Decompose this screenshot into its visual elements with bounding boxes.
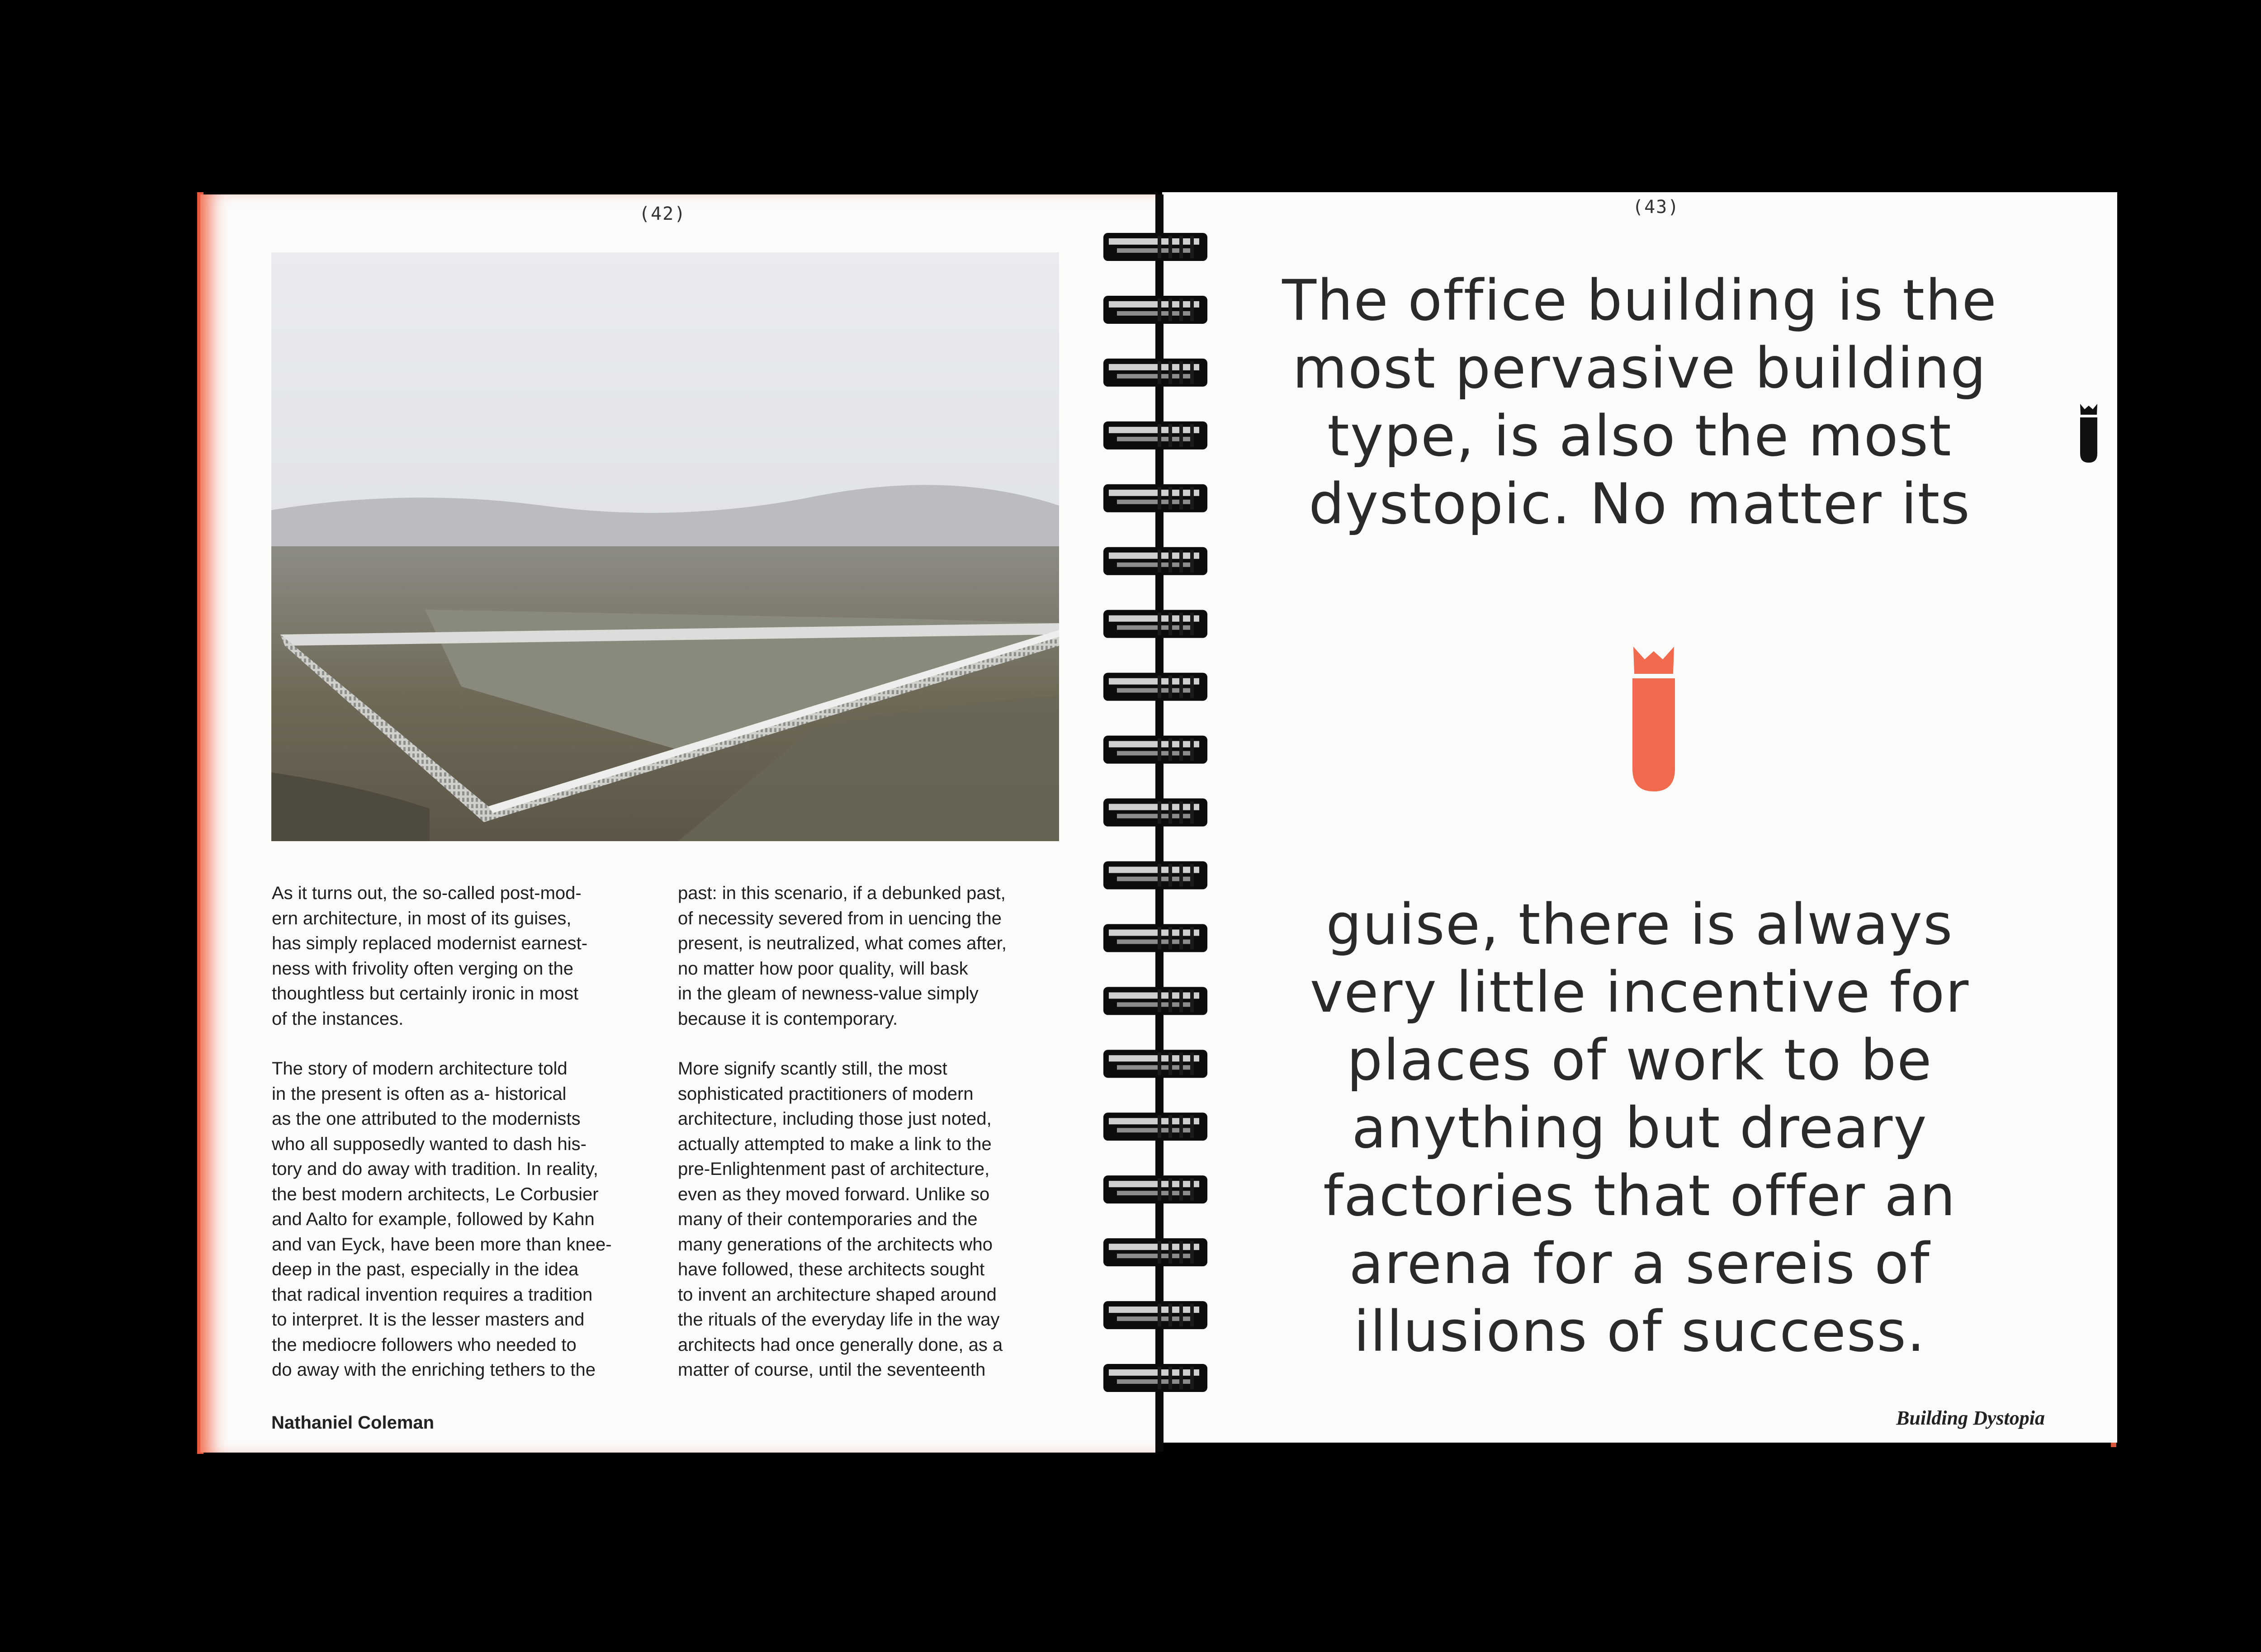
spiral-binding [1103,224,1212,1418]
binding-ring [1103,673,1207,701]
text-column-2 [678,881,1058,1408]
small-bomb-icon [2078,404,2099,463]
paragraph-3: past: in this scenario, if a debunked past, of necessity severed from in uencing the present, is neutralized, what comes after, no matter how poor quality, will bask in the gleam of newness-value simply because it is contemporary. [678,883,1007,1029]
binding-ring [1103,1301,1207,1329]
quote-bottom: guise, there is always very little incentive for places of work to be anything but dreary factories that offer an arena for a sereis of illusions of success. [1310,892,1970,1364]
binding-ring [1103,610,1207,638]
binding-ring [1103,296,1207,324]
author-name: Nathaniel Coleman [271,1413,435,1433]
right-page-number: (43) [1632,197,1680,218]
left-page-number: (42) [639,204,686,224]
binding-ring [1103,1050,1207,1078]
binding-ring [1103,736,1207,764]
left-page [200,194,1155,1453]
architecture-photo-image [271,252,1059,841]
binding-ring [1103,484,1207,512]
binding-ring [1103,987,1207,1015]
binding-ring [1103,1238,1207,1266]
right-page [1162,192,2117,1443]
architecture-photo [271,252,1059,841]
binding-ring [1103,547,1207,575]
binding-ring [1103,799,1207,827]
binding-ring [1103,1364,1207,1392]
binding-ring [1103,359,1207,387]
paragraph-1: As it turns out, the so-called post-mod- ern architecture, in most of its guises, has simply replaced modernist earnest- ness with frivolity often verging on the thoughtless but certainly ironic in most of the instances. [272,883,588,1029]
binding-ring [1103,1175,1207,1203]
quote-top: The office building is the most pervasive building type, is also the most dystopic. No matter its [1282,268,1997,537]
binding-ring [1103,861,1207,889]
paragraph-2: The story of modern architecture told in the present is often as a- historical as the one attributed to the modernists who all supposedly wanted to dash his- tory and do away with tradition. In reality, the best modern architects, Le Corbusier and Aalto for example, followed by Kahn and van Eyck, have been more than knee- deep in the past, especially in the idea that radical invention requires a tradition to interpret. It is the lesser masters and the mediocre followers who needed to do away with the enriching tethers to the [272,1059,612,1380]
text-column-1 [272,881,652,1408]
binding-ring [1103,1112,1207,1141]
binding-ring [1103,421,1207,450]
paragraph-4: More signify scantly still, the most sophisticated practitioners of modern architecture, including those just noted, actually attempted to make a link to the pre-Enlightenment past of architecture, even as they moved forward. Unlike so many of their contemporaries and the many generations of the architects who have followed, these architects sought to invent an architecture shaped around the rituals of the everyday life in the way architects had once generally done, as a matter of course, until the seventeenth [678,1059,1003,1380]
binding-ring [1103,924,1207,952]
running-title: Building Dystopia [1896,1407,2045,1429]
bomb-icon [1624,647,1683,791]
binding-ring [1103,233,1207,261]
